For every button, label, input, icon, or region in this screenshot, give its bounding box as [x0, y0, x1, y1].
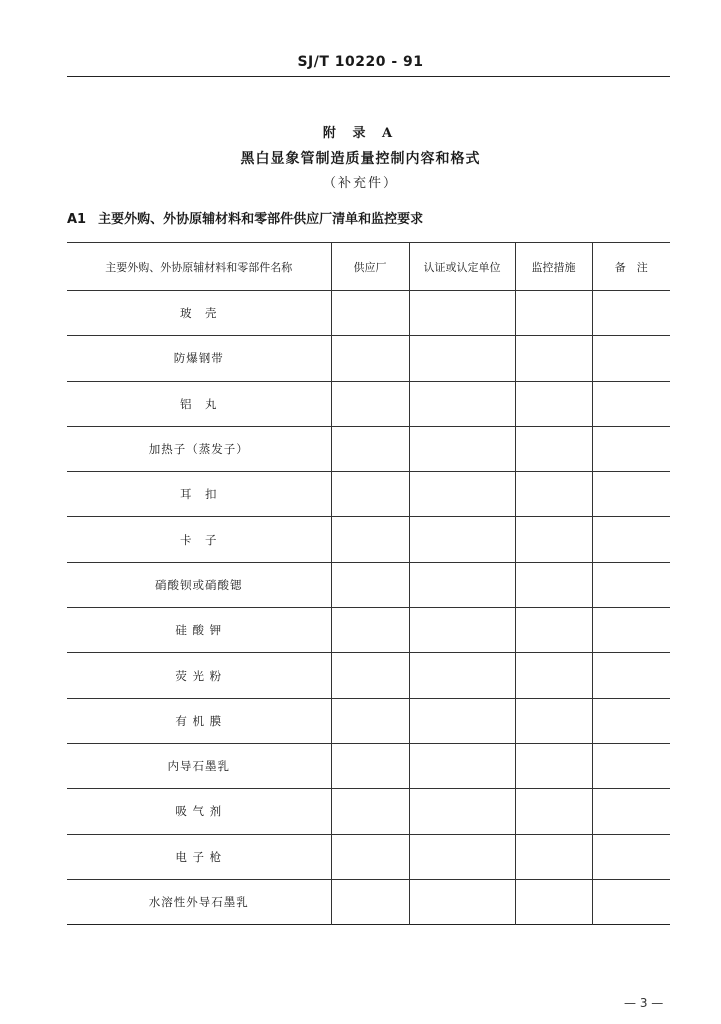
table-row	[67, 608, 670, 653]
material-name-cell: 铝 丸	[67, 381, 331, 426]
remarks-cell	[592, 608, 670, 653]
certifier-cell	[409, 743, 515, 788]
material-name-cell: 水溶性外导石墨乳	[67, 879, 331, 924]
remarks-cell	[592, 381, 670, 426]
certifier-cell	[409, 426, 515, 471]
section-title: 主要外购、外协原辅材料和零部件供应厂清单和监控要求	[98, 212, 424, 227]
supplier-cell	[331, 743, 409, 788]
monitoring-cell	[515, 608, 592, 653]
material-name-cell: 卡 子	[67, 517, 331, 562]
supplier-cell	[331, 608, 409, 653]
supplier-cell	[331, 653, 409, 698]
column-header-name: 主要外购、外协原辅材料和零部件名称	[67, 243, 331, 291]
table-row	[67, 789, 670, 834]
monitoring-cell	[515, 336, 592, 381]
table-row	[67, 517, 670, 562]
appendix-label: 附 录 A	[322, 126, 399, 141]
supplier-cell	[331, 426, 409, 471]
supplier-cell	[331, 381, 409, 426]
material-name-cell: 防爆钢带	[67, 336, 331, 381]
table-row	[67, 743, 670, 788]
monitoring-cell	[515, 653, 592, 698]
monitoring-cell	[515, 698, 592, 743]
column-header-supplier: 供应厂	[331, 243, 409, 291]
table-row	[67, 472, 670, 517]
remarks-cell	[592, 336, 670, 381]
supply-table	[67, 242, 670, 925]
supplier-cell	[331, 562, 409, 607]
remarks-cell	[592, 879, 670, 924]
remarks-cell	[592, 517, 670, 562]
material-name-cell: 加热子（蒸发子）	[67, 426, 331, 471]
material-name-cell: 有 机 膜	[67, 698, 331, 743]
section-heading	[67, 208, 423, 227]
material-name-cell: 耳 扣	[67, 472, 331, 517]
monitoring-cell	[515, 472, 592, 517]
remarks-cell	[592, 472, 670, 517]
monitoring-cell	[515, 517, 592, 562]
certifier-cell	[409, 789, 515, 834]
material-name-cell: 电 子 枪	[67, 834, 331, 879]
supplier-cell	[331, 789, 409, 834]
monitoring-cell	[515, 291, 592, 336]
table-row	[67, 381, 670, 426]
material-name-cell: 吸 气 剂	[67, 789, 331, 834]
table-row	[67, 426, 670, 471]
remarks-cell	[592, 562, 670, 607]
remarks-cell	[592, 743, 670, 788]
column-header-monitoring: 监控措施	[515, 243, 592, 291]
header-rule	[67, 76, 670, 77]
supplier-cell	[331, 698, 409, 743]
supplier-cell	[331, 517, 409, 562]
table-body	[67, 291, 670, 925]
monitoring-cell	[515, 879, 592, 924]
remarks-cell	[592, 291, 670, 336]
monitoring-cell	[515, 789, 592, 834]
column-header-certifier: 认证或认定单位	[409, 243, 515, 291]
table-row	[67, 562, 670, 607]
supplier-cell	[331, 879, 409, 924]
remarks-cell	[592, 789, 670, 834]
certifier-cell	[409, 472, 515, 517]
table-row	[67, 653, 670, 698]
monitoring-cell	[515, 381, 592, 426]
table-row	[67, 291, 670, 336]
supplier-cell	[331, 291, 409, 336]
certifier-cell	[409, 608, 515, 653]
certifier-cell	[409, 336, 515, 381]
remarks-cell	[592, 834, 670, 879]
certifier-cell	[409, 381, 515, 426]
monitoring-cell	[515, 743, 592, 788]
remarks-cell	[592, 698, 670, 743]
certifier-cell	[409, 879, 515, 924]
table-row	[67, 336, 670, 381]
table-row	[67, 698, 670, 743]
appendix-title: 黑白显象管制造质量控制内容和格式	[240, 151, 481, 167]
supplier-cell	[331, 472, 409, 517]
material-name-cell: 硝酸钡或硝酸锶	[67, 562, 331, 607]
page-number: — 3 —	[624, 996, 664, 1010]
certifier-cell	[409, 291, 515, 336]
certifier-cell	[409, 834, 515, 879]
section-number: A1	[67, 212, 87, 227]
monitoring-cell	[515, 562, 592, 607]
remarks-cell	[592, 653, 670, 698]
monitoring-cell	[515, 834, 592, 879]
remarks-cell	[592, 426, 670, 471]
table-row	[67, 879, 670, 924]
material-name-cell: 荧 光 粉	[67, 653, 331, 698]
column-header-remarks: 备 注	[592, 243, 670, 291]
material-name-cell: 内导石墨乳	[67, 743, 331, 788]
material-name-cell: 硅 酸 钾	[67, 608, 331, 653]
material-name-cell: 玻 壳	[67, 291, 331, 336]
certifier-cell	[409, 653, 515, 698]
certifier-cell	[409, 517, 515, 562]
standard-code: SJ/T 10220 - 91	[297, 54, 424, 70]
table-row	[67, 834, 670, 879]
monitoring-cell	[515, 426, 592, 471]
certifier-cell	[409, 698, 515, 743]
supplier-cell	[331, 834, 409, 879]
table-header-row	[67, 243, 670, 291]
supplier-cell	[331, 336, 409, 381]
certifier-cell	[409, 562, 515, 607]
appendix-subtitle: （补充件）	[322, 176, 398, 191]
